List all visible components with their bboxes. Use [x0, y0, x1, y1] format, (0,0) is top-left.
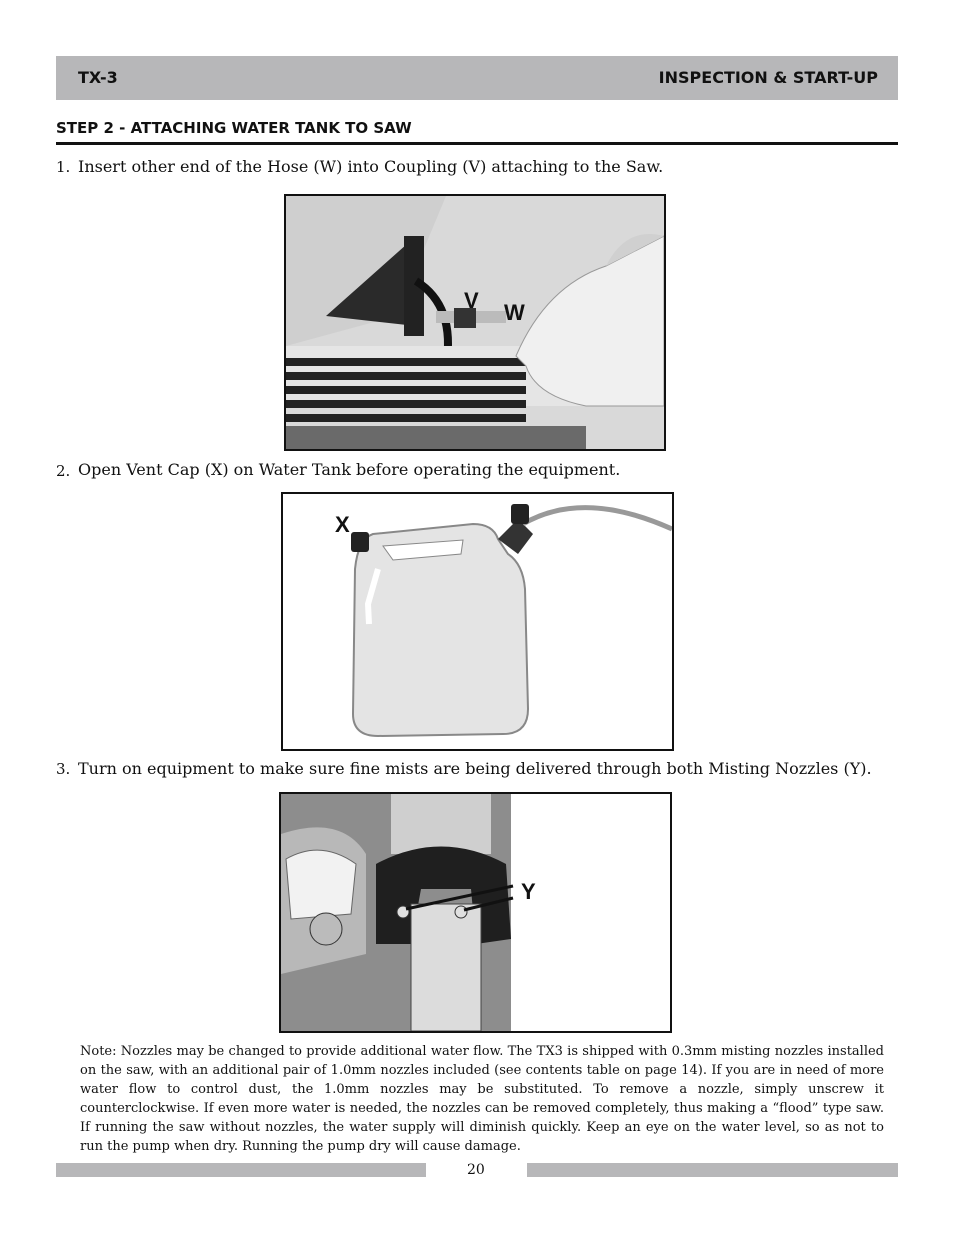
footer-bar-right: [527, 1163, 898, 1177]
photo-hose-coupling: [284, 194, 666, 451]
label-w: W: [504, 300, 525, 325]
step-2-number: 2.: [56, 462, 71, 480]
photo-misting-nozzles: [279, 792, 672, 1033]
title-rule: [56, 142, 898, 145]
label-x: X: [335, 512, 350, 537]
step-1-number: 1.: [56, 158, 71, 176]
note-paragraph: Note: Nozzles may be changed to provide additional water flow. The TX3 is shipped with 0.3mm misting nozzles installed on the saw, with an additional pair of 1.0mm nozzles included (see contents table on page 14). If you are in need of more water flow to control dust, the 1.0mm nozzles may be substituted. To remove a nozzle, simply unscrew it counterclockwise. If even more water is needed, the nozzles can be removed completely, thus making a “flood” type saw. If running the saw without nozzles, the water supply will diminish quickly. Keep an eye on the water level, so as not to run the pump when dry. Running the pump dry will cause damage.: [80, 1044, 884, 1154]
photo-water-tank: [281, 492, 674, 751]
header-section: INSPECTION & START-UP: [658, 68, 878, 87]
page-number: 20: [467, 1162, 485, 1178]
label-v: V: [464, 288, 479, 313]
step-1-text: Insert other end of the Hose (W) into Coupling (V) attaching to the Saw.: [78, 157, 664, 176]
step-title: STEP 2 - ATTACHING WATER TANK TO SAW: [56, 119, 412, 137]
step-3-number: 3.: [56, 760, 71, 778]
header-model: TX-3: [78, 68, 118, 87]
label-y: Y: [521, 879, 536, 904]
page-header: [56, 56, 898, 100]
step-2-text: Open Vent Cap (X) on Water Tank before operating the equipment.: [78, 460, 621, 479]
step-3-text: Turn on equipment to make sure fine mists are being delivered through both Misting Nozzles (Y).: [78, 759, 872, 778]
footer-bar-left: [56, 1163, 426, 1177]
